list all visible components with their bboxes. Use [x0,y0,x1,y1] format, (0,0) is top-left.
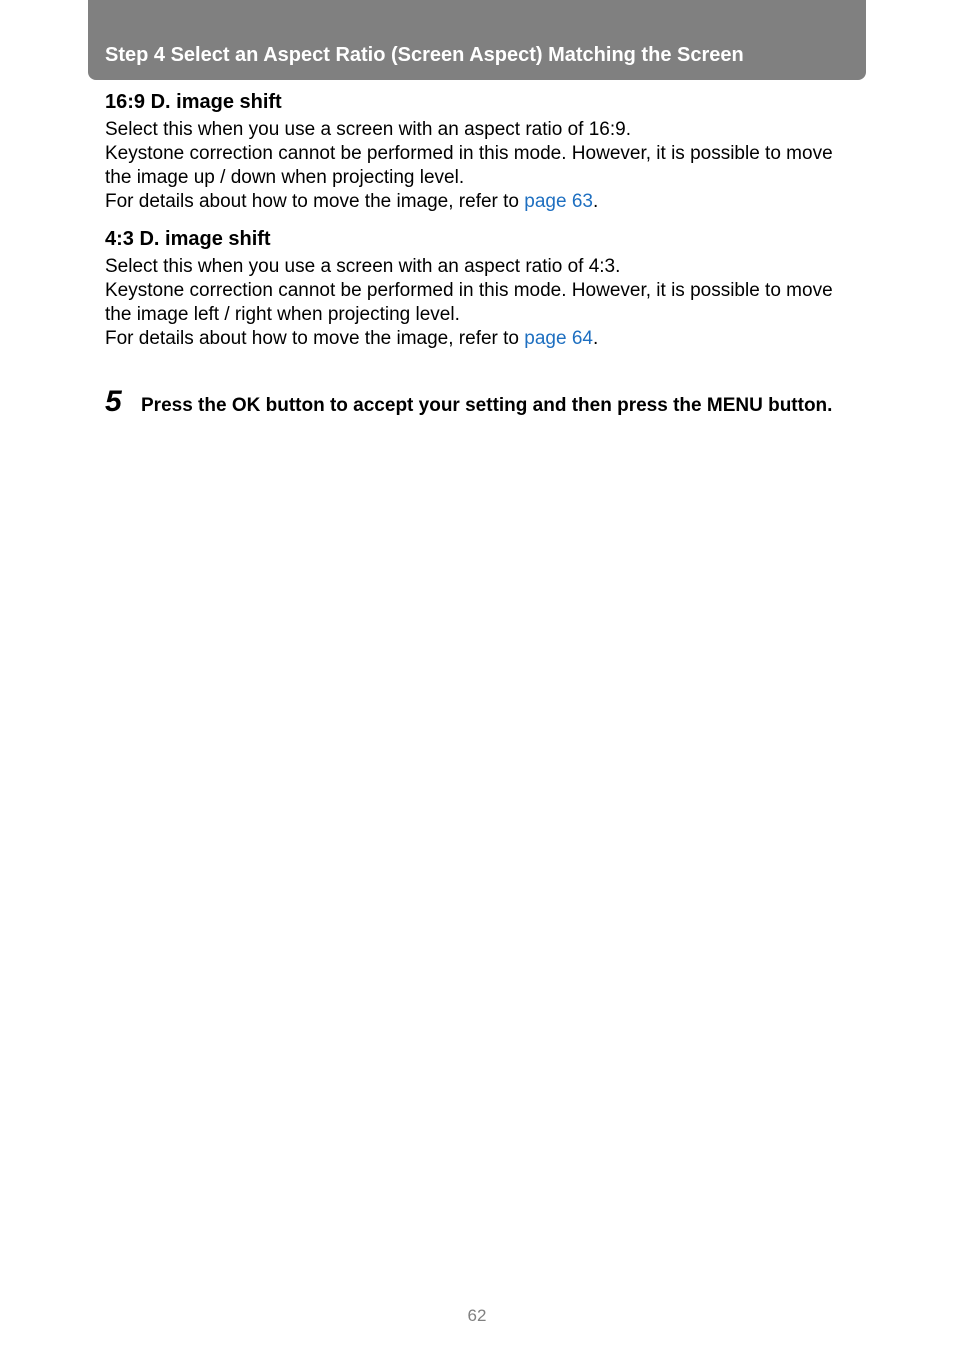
page-63-link[interactable]: page 63 [524,191,593,212]
section-heading: 4:3 D. image shift [105,228,271,250]
section-description: Select this when you use a screen with an aspect ratio of 4:3. [105,256,621,277]
section-reference [105,327,845,351]
section-note: Keystone correction cannot be performed in this mode. However, it is possible to move the image up / down when projecting level. [105,143,833,188]
section-4-3-image-shift [105,227,845,351]
page-64-link[interactable]: page 64 [524,328,593,349]
section-heading: 16:9 D. image shift [105,91,282,113]
reference-text: For details about how to move the image, refer to [105,191,525,212]
page-title: Step 4 Select an Aspect Ratio (Screen Aspect) Matching the Screen [105,44,744,66]
header-bar [88,0,866,80]
reference-period: . [592,328,599,349]
step-number: 5 [105,385,122,418]
reference-text: For details about how to move the image, refer to [105,328,525,349]
page-number: 62 [467,1306,487,1325]
step-instruction: Press the OK button to accept your setting and then press the MENU button. [141,395,833,416]
section-16-9-image-shift [105,90,845,214]
section-note: Keystone correction cannot be performed in this mode. However, it is possible to move the image left / right when projecting level. [105,280,833,325]
reference-period: . [592,191,599,212]
section-description: Select this when you use a screen with an aspect ratio of 16:9. [105,119,631,140]
section-reference [105,190,845,214]
